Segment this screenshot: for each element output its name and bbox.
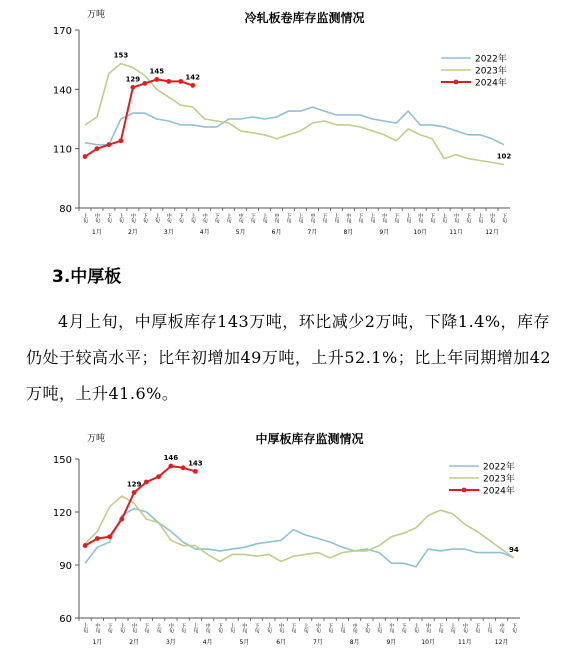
x-period-label: 下旬 [363,623,370,633]
x-month-label: 4月 [199,229,210,236]
legend-label: 2023年 [483,474,515,485]
x-period-label: 下旬 [285,213,292,223]
x-period-label: 下旬 [213,213,220,223]
x-month-label: 7月 [307,229,318,236]
x-period-label: 中旬 [237,213,244,223]
data-point [83,154,88,159]
legend-label: 2022年 [483,462,515,473]
x-period-label: 中旬 [351,623,358,633]
x-period-label: 下旬 [327,623,334,633]
x-month-label: 8月 [349,639,360,646]
x-period-label: 下旬 [501,213,508,223]
y-tick-label: 80 [59,204,72,215]
x-period-label: 上旬 [449,623,456,633]
x-period-label: 中旬 [129,213,136,223]
x-period-label: 中旬 [131,623,138,633]
x-period-label: 中旬 [93,213,100,223]
data-label: 146 [163,454,179,463]
x-period-label: 中旬 [278,623,285,633]
x-period-label: 下旬 [357,213,364,223]
data-point [168,464,173,469]
legend-marker [454,80,459,85]
x-period-label: 上旬 [486,623,493,633]
x-period-label: 上旬 [82,623,89,633]
x-month-label: 5月 [239,639,250,646]
x-period-label: 中旬 [345,213,352,223]
data-point [130,85,135,90]
x-period-label: 上旬 [441,213,448,223]
data-label: 145 [149,67,165,76]
series-line-0 [85,107,504,145]
data-point [190,83,195,88]
data-point [119,517,124,522]
x-period-label: 中旬 [241,623,248,633]
x-period-label: 下旬 [141,213,148,223]
x-month-label: 8月 [343,229,354,236]
x-period-label: 中旬 [314,623,321,633]
x-period-label: 下旬 [400,623,407,633]
data-point [119,138,124,143]
x-period-label: 上旬 [265,623,272,633]
x-period-label: 下旬 [429,213,436,223]
x-month-label: 6月 [271,229,282,236]
x-period-label: 中旬 [201,213,208,223]
x-period-label: 中旬 [273,213,280,223]
x-month-label: 11月 [458,639,472,646]
data-point [166,79,171,84]
x-month-label: 1月 [92,639,103,646]
x-period-label: 上旬 [192,623,199,633]
x-period-label: 上旬 [477,213,484,223]
cold-rolled-chart [0,0,566,250]
x-period-label: 中旬 [453,213,460,223]
x-month-label: 7月 [312,639,323,646]
legend-label: 2024年 [475,78,507,89]
x-period-label: 中旬 [498,623,505,633]
x-period-label: 上旬 [376,623,383,633]
y-tick-label: 60 [59,614,72,625]
data-label: 142 [185,73,201,82]
data-label: 94 [509,545,519,554]
x-period-label: 上旬 [225,213,232,223]
legend-marker [462,488,467,493]
x-month-label: 2月 [129,639,140,646]
x-period-label: 上旬 [155,623,162,633]
x-period-label: 中旬 [381,213,388,223]
x-month-label: 9月 [386,639,397,646]
x-period-label: 下旬 [290,623,297,633]
x-period-label: 中旬 [94,623,101,633]
x-period-label: 下旬 [437,623,444,633]
data-point [95,146,100,151]
x-period-label: 上旬 [261,213,268,223]
legend-label: 2022年 [475,54,507,65]
x-period-label: 上旬 [405,213,412,223]
x-period-label: 中旬 [417,213,424,223]
x-period-label: 中旬 [489,213,496,223]
series-line-1 [85,496,514,561]
x-period-label: 上旬 [369,213,376,223]
x-period-label: 上旬 [412,623,419,633]
x-period-label: 上旬 [333,213,340,223]
x-period-label: 上旬 [302,623,309,633]
x-month-label: 12月 [494,639,509,646]
data-point [142,81,147,86]
x-period-label: 中旬 [309,213,316,223]
y-tick-label: 140 [52,85,72,97]
x-period-label: 下旬 [510,623,517,633]
data-point [95,536,100,541]
x-period-label: 下旬 [253,623,260,633]
chart-title: 中厚板库存监测情况 [255,432,364,446]
data-label: 129 [125,75,141,84]
x-period-label: 下旬 [474,623,481,633]
data-point [178,79,183,84]
x-period-label: 下旬 [321,213,328,223]
x-period-label: 上旬 [339,623,346,633]
x-month-label: 1月 [92,229,102,236]
medium-plate-chart [0,424,566,656]
x-period-label: 下旬 [465,213,472,223]
data-point [154,77,159,82]
data-point [156,474,161,479]
legend-label: 2024年 [483,486,515,497]
x-month-label: 9月 [379,229,390,236]
y-unit-label: 万吨 [87,10,106,20]
data-point [193,469,198,474]
legend-label: 2023年 [475,66,507,77]
x-period-label: 下旬 [180,623,187,633]
data-label: 102 [496,152,512,161]
section-heading: 3.中厚板 [52,267,122,287]
x-period-label: 上旬 [117,213,124,223]
x-period-label: 上旬 [189,213,196,223]
x-period-label: 下旬 [393,213,400,223]
x-period-label: 中旬 [425,623,432,633]
section-paragraph: 4月上旬，中厚板库存143万吨，环比减少2万吨，下降1.4%，库存仍处于较高水平；比年初增加49万吨，上升52.1%；比上年同期增加42万吨，上升41.6%。 [26,312,552,403]
x-month-label: 3月 [165,639,176,646]
series-line-2 [85,466,195,545]
data-point [132,490,137,495]
x-period-label: 下旬 [249,213,256,223]
series-line-0 [85,509,514,567]
x-period-label: 下旬 [105,213,112,223]
x-month-label: 2月 [127,229,138,236]
x-period-label: 中旬 [461,623,468,633]
x-period-label: 上旬 [229,623,236,633]
x-month-label: 10月 [413,229,428,236]
x-period-label: 下旬 [143,623,150,633]
data-point [181,465,186,470]
x-month-label: 12月 [485,229,499,236]
data-point [144,480,149,485]
y-tick-label: 150 [52,455,72,466]
y-tick-label: 120 [52,508,72,519]
x-period-label: 下旬 [216,623,223,633]
y-tick-label: 90 [59,561,72,572]
x-period-label: 上旬 [81,213,88,223]
data-label: 129 [126,480,142,489]
data-point [83,543,88,548]
x-month-label: 5月 [235,229,246,236]
y-tick-label: 170 [52,26,72,37]
x-period-label: 上旬 [153,213,160,223]
data-point [107,534,112,539]
data-label: 153 [113,51,129,60]
y-tick-label: 110 [52,144,72,156]
data-point [107,142,112,147]
x-period-label: 下旬 [177,213,184,223]
x-period-label: 中旬 [165,213,172,223]
x-month-label: 10月 [421,639,435,646]
chart-title: 冷轧板卷库存监测情况 [244,11,365,25]
x-period-label: 上旬 [297,213,304,223]
x-month-label: 11月 [449,229,463,236]
x-period-label: 中旬 [204,623,211,633]
x-month-label: 4月 [202,639,213,646]
x-month-label: 6月 [276,639,287,646]
x-period-label: 上旬 [118,623,125,633]
y-unit-label: 万吨 [87,434,106,444]
x-period-label: 中旬 [388,623,395,633]
x-period-label: 下旬 [106,623,113,633]
x-month-label: 3月 [163,229,174,236]
data-label: 143 [188,459,203,468]
x-period-label: 中旬 [167,623,174,633]
